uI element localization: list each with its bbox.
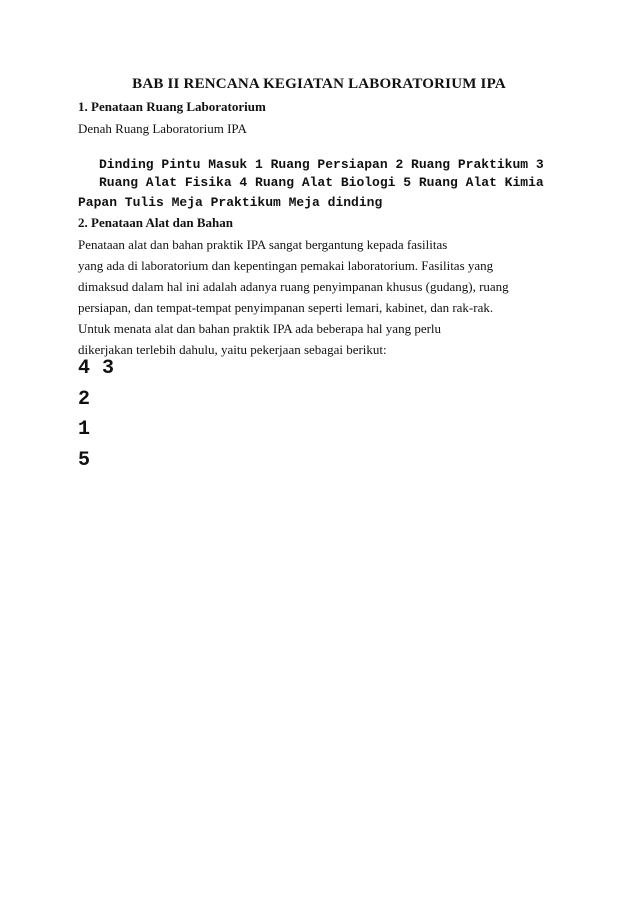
diagram-number: 4 3: [78, 357, 115, 380]
section-heading-penataan-ruang: 1. Penataan Ruang Laboratorium: [78, 99, 266, 114]
diagram-number: 2: [78, 388, 91, 411]
paragraph-line: persiapan, dan tempat-tempat penyimpanan seperti lemari, kabinet, dan rak-rak.: [78, 300, 494, 315]
diagram-text-line: Ruang Alat Fisika 4 Ruang Alat Biologi 5 Ruang Alat Kimia: [99, 175, 544, 190]
diagram-caption: Denah Ruang Laboratorium IPA: [78, 121, 247, 136]
page-title: BAB II RENCANA KEGIATAN LABORATORIUM IPA: [132, 76, 506, 92]
paragraph-line: yang ada di laboratorium dan kepentingan pemakai laboratorium. Fasilitas yang: [78, 258, 494, 273]
diagram-text-line: Papan Tulis Meja Praktikum Meja dinding: [78, 195, 383, 210]
paragraph-line: Untuk menata alat dan bahan praktik IPA ada beberapa hal yang perlu: [78, 321, 442, 336]
diagram-number: 1: [78, 418, 91, 441]
diagram-text-line: Dinding Pintu Masuk 1 Ruang Persiapan 2 Ruang Praktikum 3: [99, 157, 544, 172]
diagram-number: 5: [78, 449, 91, 472]
paragraph-line: Penataan alat dan bahan praktik IPA sangat bergantung kepada fasilitas: [78, 237, 448, 252]
section-heading-penataan-alat: 2. Penataan Alat dan Bahan: [78, 215, 233, 230]
paragraph-line: dimaksud dalam hal ini adalah adanya ruang penyimpanan khusus (gudang), ruang: [78, 279, 509, 294]
paragraph-line: dikerjakan terlebih dahulu, yaitu pekerjaan sebagai berikut:: [78, 342, 387, 357]
